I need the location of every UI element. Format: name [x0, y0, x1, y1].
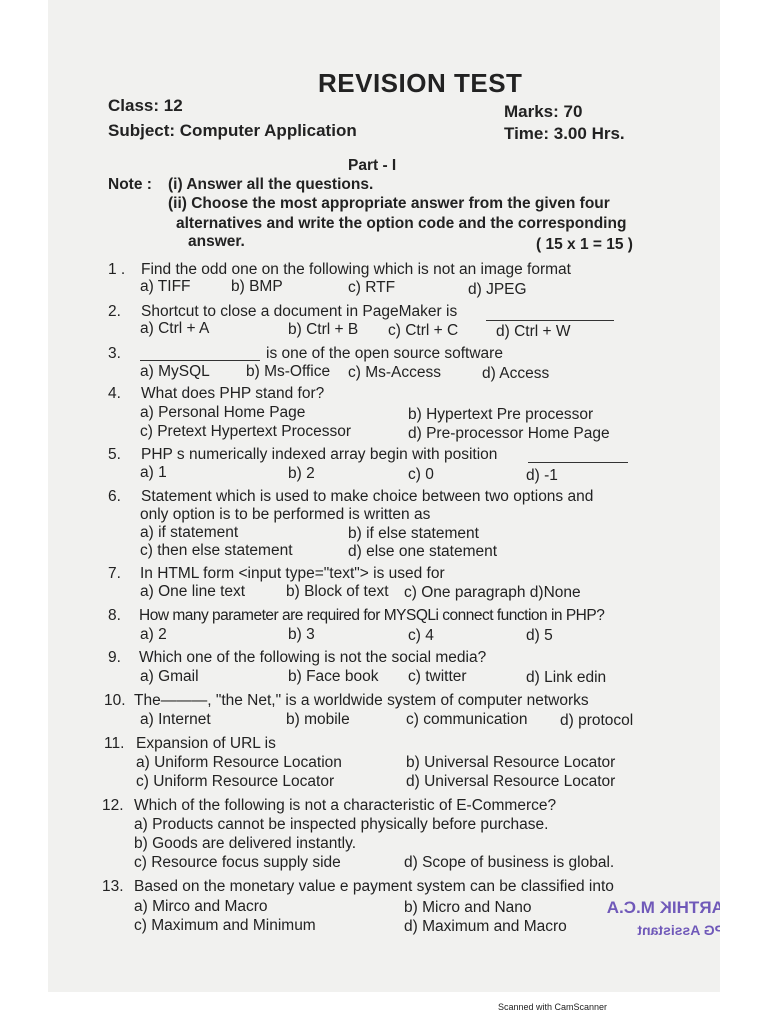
answer-blank	[140, 348, 260, 361]
option-d: d) else one statement	[348, 543, 498, 560]
option-c: c) twitter	[408, 668, 467, 685]
note-label: Note :	[108, 176, 152, 193]
option-cd: c) One paragraph d)None	[404, 584, 581, 601]
option-b: b) Ctrl + B	[288, 321, 359, 338]
option-b: b) 3	[288, 626, 315, 643]
option-d: d) Scope of business is global.	[404, 854, 615, 871]
question-number: 2.	[108, 303, 121, 320]
answer-blank	[486, 308, 614, 321]
question-text: Based on the monetary value e payment system can be classified into	[134, 878, 614, 895]
option-b: b) Block of text	[286, 583, 389, 600]
option-a: a) TIFF	[140, 278, 191, 295]
question-text: is one of the open source software	[266, 345, 503, 362]
note-line-1: (i) Answer all the questions.	[168, 176, 374, 193]
option-a: a) 2	[140, 626, 167, 643]
option-c: c) Resource focus supply side	[134, 854, 341, 871]
option-c: c) Maximum and Minimum	[134, 917, 316, 934]
option-b: b) Hypertext Pre processor	[408, 406, 594, 423]
question-text: Which one of the following is not the social media?	[139, 649, 487, 666]
mirrored-teacher-stamp	[604, 895, 750, 941]
option-d: d) Access	[482, 365, 550, 382]
option-a: a) Ctrl + A	[140, 320, 210, 337]
question-number: 12.	[102, 797, 124, 814]
question-text: Expansion of URL is	[136, 735, 276, 752]
question-number: 13.	[102, 878, 124, 895]
marks-label: Marks: 70	[504, 102, 583, 121]
question-number: 8.	[108, 607, 121, 624]
option-a: a) One line text	[140, 583, 246, 600]
option-a: a) Personal Home Page	[140, 404, 306, 421]
option-c: c) 0	[408, 466, 434, 483]
option-d: d) protocol	[560, 712, 634, 729]
option-a: a) Uniform Resource Location	[136, 754, 342, 771]
option-d: d) Link edin	[526, 669, 607, 686]
subject-label: Subject: Computer Application	[108, 121, 357, 140]
option-d: d) JPEG	[468, 281, 527, 298]
option-c: c) Uniform Resource Locator	[136, 773, 335, 790]
time-label: Time: 3.00 Hrs.	[504, 124, 625, 143]
score-label: ( 15 x 1 = 15 )	[536, 236, 633, 253]
class-label: Class: 12	[108, 96, 183, 115]
question-text: Find the odd one on the following which is not an image format	[141, 261, 571, 278]
option-b: b) Universal Resource Locator	[406, 754, 616, 771]
question-number: 11.	[104, 735, 125, 752]
option-c: c) communication	[406, 711, 528, 728]
question-number: 1 .	[108, 261, 126, 278]
option-d: d) Pre-processor Home Page	[408, 425, 610, 442]
question-number: 3.	[108, 345, 121, 362]
option-c: c) 4	[408, 627, 434, 644]
option-b: b) Face book	[288, 668, 379, 685]
option-b: b) Goods are delivered instantly.	[134, 835, 356, 852]
question-text: What does PHP stand for?	[141, 385, 325, 402]
option-b: b) Ms-Office	[246, 363, 331, 380]
option-d: d) Universal Resource Locator	[406, 773, 616, 790]
option-c: c) Ms-Access	[348, 364, 441, 381]
option-c: c) RTF	[348, 279, 396, 296]
note-line-4: answer.	[188, 233, 245, 250]
scanned-page	[48, 0, 750, 992]
question-number: 10.	[104, 692, 126, 709]
question-number: 5.	[108, 446, 121, 463]
option-c: c) then else statement	[140, 542, 293, 559]
option-b: b) BMP	[231, 278, 283, 295]
question-text: In HTML form <input type="text"> is used for	[140, 565, 445, 582]
svg-text:PG Assistant: PG Assistant	[637, 922, 724, 938]
option-a: a) Gmail	[140, 668, 199, 685]
question-text: Which of the following is not a characteristic of E-Commerce?	[134, 797, 557, 814]
note-line-2: (ii) Choose the most appropriate answer from the given four	[168, 195, 610, 212]
option-d: d) Maximum and Macro	[404, 918, 567, 935]
scanner-footer: Scanned with CamScanner	[498, 1002, 608, 1012]
option-b: b) mobile	[286, 711, 350, 728]
option-a: a) 1	[140, 464, 167, 481]
question-number: 7.	[108, 565, 121, 582]
option-a: a) Products cannot be inspected physically before purchase.	[134, 816, 549, 833]
option-b: b) 2	[288, 465, 315, 482]
svg-text:P.KARTHIK M.C.A: P.KARTHIK M.C.A	[606, 898, 750, 917]
answer-blank	[528, 450, 628, 463]
option-b: b) if else statement	[348, 525, 479, 542]
question-text: Shortcut to close a document in PageMaker is	[141, 303, 458, 320]
option-d: d) Ctrl + W	[496, 323, 571, 340]
question-text: Statement which is used to make choice between two options and	[141, 488, 594, 505]
option-b: b) Micro and Nano	[404, 899, 532, 916]
question-number: 4.	[108, 385, 121, 402]
question-number: 9.	[108, 649, 121, 666]
option-a: a) Mirco and Macro	[134, 898, 268, 915]
question-number: 6.	[108, 488, 121, 505]
question-text: PHP s numerically indexed array begin with position	[141, 446, 498, 463]
part-heading: Part - I	[348, 157, 397, 174]
question-text-cont: only option is to be performed is written as	[140, 506, 431, 523]
option-d: d) -1	[526, 467, 558, 484]
note-line-3: alternatives and write the option code and the corresponding	[176, 215, 627, 232]
question-text: The———, "the Net," is a worldwide system of computer networks	[134, 692, 589, 709]
option-a: a) if statement	[140, 524, 239, 541]
option-a: a) Internet	[140, 711, 211, 728]
question-text: How many parameter are required for MYSQLi connect function in PHP?	[139, 607, 605, 624]
option-d: d) 5	[526, 627, 553, 644]
option-c: c) Pretext Hypertext Processor	[140, 423, 352, 440]
page-title: REVISION TEST	[318, 68, 523, 98]
option-c: c) Ctrl + C	[388, 322, 459, 339]
option-a: a) MySQL	[140, 363, 210, 380]
